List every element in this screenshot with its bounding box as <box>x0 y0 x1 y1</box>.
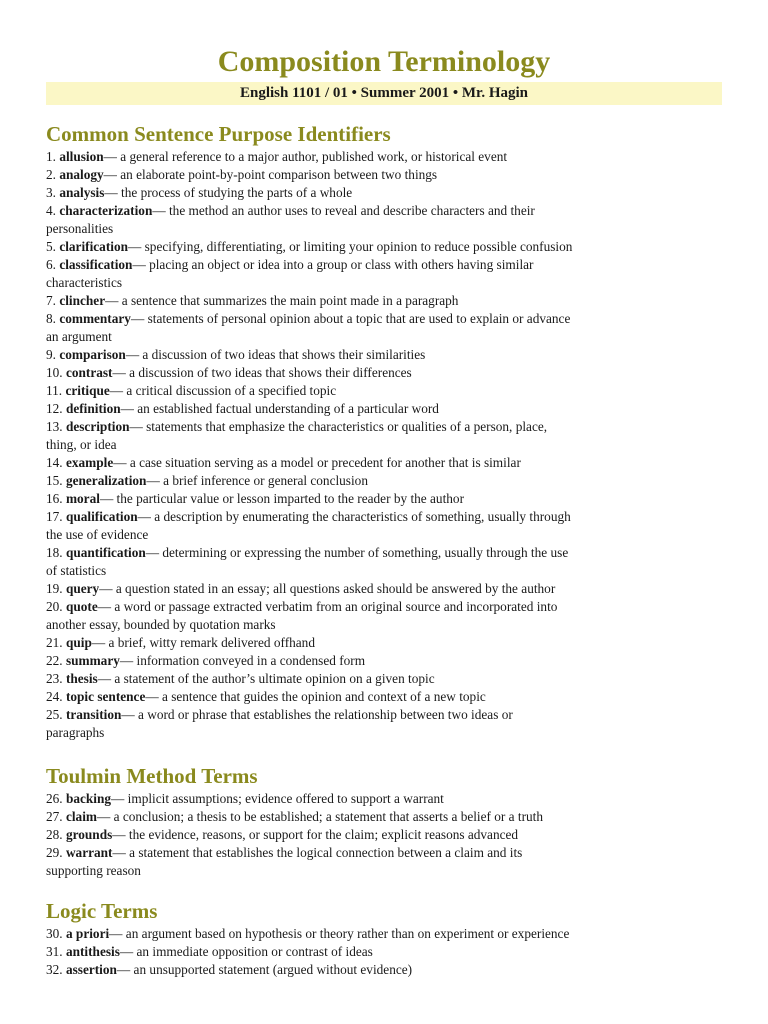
entry-line <box>46 706 726 724</box>
entry-line <box>46 724 726 742</box>
entry-number: 28. <box>46 827 63 842</box>
term-entry <box>46 925 726 943</box>
entry-line <box>46 688 726 706</box>
term-name: transition <box>65 707 122 722</box>
term-entry <box>46 148 726 166</box>
term-name: thesis <box>65 671 98 686</box>
term-definition: — a question stated in an essay; all questions asked should be answered by the author <box>99 581 556 596</box>
course-info: English 1101 / 01 • Summer 2001 • Mr. Hagin <box>239 85 529 101</box>
entry-line <box>46 436 726 454</box>
term-definition: another essay, bounded by quotation marks <box>46 617 276 632</box>
entry-number: 16. <box>46 491 63 506</box>
term-entry <box>46 844 726 880</box>
entry-line <box>46 346 726 364</box>
term-entry <box>46 184 726 202</box>
entry-number: 5. <box>46 239 56 254</box>
term-name: definition <box>65 401 121 416</box>
term-name: comparison <box>59 347 126 362</box>
term-name: antithesis <box>65 944 120 959</box>
term-name: summary <box>65 653 120 668</box>
term-definition: — the particular value or lesson imparted to the reader by the author <box>99 491 464 506</box>
term-entry <box>46 472 726 490</box>
entry-line <box>46 328 726 346</box>
entry-number: 26. <box>46 791 63 806</box>
entry-line <box>46 652 726 670</box>
term-name: example <box>65 455 114 470</box>
entry-line <box>46 382 726 400</box>
term-name: warrant <box>65 845 113 860</box>
term-definition: — statements that emphasize the characteristics or qualities of a person, place, <box>129 419 548 434</box>
term-definition: of statistics <box>46 563 107 578</box>
document-title: Composition Terminology <box>217 45 551 78</box>
entry-number: 25. <box>46 707 63 722</box>
entry-number: 23. <box>46 671 63 686</box>
entry-line <box>46 238 726 256</box>
term-definition: the use of evidence <box>46 527 149 542</box>
term-name: commentary <box>59 311 131 326</box>
term-entry <box>46 418 726 454</box>
entry-number: 14. <box>46 455 63 470</box>
term-entry <box>46 454 726 472</box>
entry-number: 3. <box>46 185 56 200</box>
term-entry <box>46 508 726 544</box>
entry-number: 24. <box>46 689 63 704</box>
term-definition: — a word or passage extracted verbatim from an original source and incorporated into <box>97 599 558 614</box>
entry-line <box>46 418 726 436</box>
term-definition: — a description by enumerating the characteristics of something, usually through <box>137 509 571 524</box>
term-name: backing <box>65 791 112 806</box>
term-entry <box>46 826 726 844</box>
term-name: contrast <box>65 365 113 380</box>
term-definition: — an elaborate point-by-point comparison between two things <box>103 167 438 182</box>
section-heading: Toulmin Method Terms <box>46 764 258 788</box>
term-definition: supporting reason <box>46 863 141 878</box>
term-definition: — a sentence that guides the opinion and context of a new topic <box>145 689 486 704</box>
entry-number: 20. <box>46 599 63 614</box>
term-name: quote <box>65 599 98 614</box>
entry-line <box>46 826 726 844</box>
entry-line <box>46 943 726 961</box>
entry-number: 17. <box>46 509 63 524</box>
term-definition: — an argument based on hypothesis or theory rather than on experiment or experience <box>109 926 570 941</box>
term-entry <box>46 238 726 256</box>
term-entry <box>46 943 726 961</box>
entry-number: 12. <box>46 401 63 416</box>
entry-line <box>46 472 726 490</box>
term-list <box>46 148 726 742</box>
term-definition: — a sentence that summarizes the main point made in a paragraph <box>105 293 459 308</box>
section-heading: Logic Terms <box>46 899 158 923</box>
entry-line <box>46 808 726 826</box>
entry-line <box>46 292 726 310</box>
term-name: description <box>65 419 130 434</box>
entry-line <box>46 400 726 418</box>
term-definition: — a statement that establishes the logical connection between a claim and its <box>112 845 523 860</box>
term-definition: thing, or idea <box>46 437 117 452</box>
term-definition: — implicit assumptions; evidence offered to support a warrant <box>111 791 444 806</box>
term-entry <box>46 346 726 364</box>
entry-line <box>46 184 726 202</box>
term-entry <box>46 634 726 652</box>
term-name: query <box>65 581 100 596</box>
entry-line <box>46 634 726 652</box>
entry-number: 22. <box>46 653 63 668</box>
term-name: generalization <box>65 473 147 488</box>
term-definition: — a critical discussion of a specified topic <box>109 383 337 398</box>
term-definition: — the process of studying the parts of a whole <box>104 185 353 200</box>
term-name: allusion <box>59 149 104 164</box>
term-entry <box>46 166 726 184</box>
term-entry <box>46 256 726 292</box>
entry-line <box>46 598 726 616</box>
section-heading: Common Sentence Purpose Identifiers <box>46 122 391 146</box>
entry-line <box>46 220 726 238</box>
term-entry <box>46 670 726 688</box>
term-definition: — information conveyed in a condensed form <box>119 653 366 668</box>
term-definition: — a brief, witty remark delivered offhand <box>91 635 315 650</box>
entry-line <box>46 364 726 382</box>
entry-line <box>46 844 726 862</box>
term-name: clarification <box>59 239 128 254</box>
entry-number: 4. <box>46 203 56 218</box>
term-name: clincher <box>59 293 106 308</box>
term-entry <box>46 706 726 742</box>
entry-line <box>46 166 726 184</box>
entry-number: 11. <box>46 383 63 398</box>
entry-number: 31. <box>46 944 63 959</box>
entry-number: 29. <box>46 845 63 860</box>
entry-number: 13. <box>46 419 63 434</box>
term-name: qualification <box>65 509 138 524</box>
entry-number: 27. <box>46 809 63 824</box>
term-entry <box>46 544 726 580</box>
term-name: characterization <box>59 203 153 218</box>
entry-number: 15. <box>46 473 63 488</box>
term-definition: an argument <box>46 329 112 344</box>
entry-line <box>46 616 726 634</box>
entry-line <box>46 274 726 292</box>
entry-line <box>46 310 726 328</box>
term-entry <box>46 292 726 310</box>
entry-number: 32. <box>46 962 63 977</box>
term-name: analogy <box>59 167 104 182</box>
term-entry <box>46 961 726 979</box>
term-entry <box>46 580 726 598</box>
term-name: analysis <box>59 185 105 200</box>
term-entry <box>46 790 726 808</box>
entry-line <box>46 256 726 274</box>
term-entry <box>46 382 726 400</box>
entry-line <box>46 148 726 166</box>
term-name: claim <box>65 809 97 824</box>
term-definition: paragraphs <box>46 725 105 740</box>
term-definition: — a discussion of two ideas that shows their differences <box>112 365 412 380</box>
term-definition: characteristics <box>46 275 123 290</box>
entry-line <box>46 961 726 979</box>
entry-line <box>46 862 726 880</box>
term-entry <box>46 598 726 634</box>
term-entry <box>46 490 726 508</box>
term-entry <box>46 652 726 670</box>
term-definition: — a discussion of two ideas that shows their similarities <box>125 347 426 362</box>
entry-number: 6. <box>46 257 56 272</box>
entry-number: 21. <box>46 635 63 650</box>
term-definition: — a statement of the author’s ultimate opinion on a given topic <box>97 671 435 686</box>
entry-line <box>46 562 726 580</box>
term-entry <box>46 808 726 826</box>
term-entry <box>46 202 726 238</box>
entry-line <box>46 580 726 598</box>
entry-number: 7. <box>46 293 56 308</box>
entry-line <box>46 526 726 544</box>
entry-number: 10. <box>46 365 63 380</box>
term-definition: — statements of personal opinion about a topic that are used to explain or advance <box>130 311 571 326</box>
entry-line <box>46 790 726 808</box>
term-name: critique <box>65 383 110 398</box>
entry-number: 18. <box>46 545 63 560</box>
term-definition: — the method an author uses to reveal and describe characters and their <box>152 203 535 218</box>
term-definition: — a word or phrase that establishes the relationship between two ideas or <box>121 707 513 722</box>
term-definition: — an unsupported statement (argued without evidence) <box>116 962 413 977</box>
term-entry <box>46 364 726 382</box>
term-definition: — determining or expressing the number of something, usually through the use <box>145 545 569 560</box>
term-definition: — specifying, differentiating, or limiting your opinion to reduce possible confusion <box>128 239 573 254</box>
entry-line <box>46 454 726 472</box>
entry-number: 1. <box>46 149 56 164</box>
term-name: quantification <box>65 545 146 560</box>
term-name: topic sentence <box>65 689 146 704</box>
entry-number: 9. <box>46 347 56 362</box>
term-list <box>46 925 726 979</box>
subtitle-band <box>46 82 722 105</box>
term-name: quip <box>65 635 92 650</box>
entry-line <box>46 202 726 220</box>
term-definition: — an established factual understanding of a particular word <box>120 401 439 416</box>
term-name: classification <box>59 257 133 272</box>
term-name: grounds <box>65 827 113 842</box>
term-name: assertion <box>65 962 117 977</box>
term-definition: — a general reference to a major author, published work, or historical event <box>103 149 508 164</box>
entry-line <box>46 925 726 943</box>
term-definition: — placing an object or idea into a group or class with others having similar <box>132 257 534 272</box>
entry-number: 8. <box>46 311 56 326</box>
term-definition: — the evidence, reasons, or support for the claim; explicit reasons advanced <box>112 827 519 842</box>
entry-number: 2. <box>46 167 56 182</box>
entry-line <box>46 544 726 562</box>
term-name: moral <box>65 491 100 506</box>
entry-line <box>46 508 726 526</box>
term-definition: — a case situation serving as a model or precedent for another that is similar <box>113 455 521 470</box>
term-definition: — a conclusion; a thesis to be established; a statement that asserts a belief or a truth <box>96 809 544 824</box>
term-definition: — a brief inference or general conclusion <box>146 473 368 488</box>
term-entry <box>46 688 726 706</box>
entry-number: 30. <box>46 926 63 941</box>
term-name: a priori <box>65 926 110 941</box>
term-entry <box>46 400 726 418</box>
entry-line <box>46 670 726 688</box>
term-definition: — an immediate opposition or contrast of ideas <box>119 944 373 959</box>
term-entry <box>46 310 726 346</box>
entry-line <box>46 490 726 508</box>
entry-number: 19. <box>46 581 63 596</box>
term-definition: personalities <box>46 221 114 236</box>
term-list <box>46 790 726 880</box>
